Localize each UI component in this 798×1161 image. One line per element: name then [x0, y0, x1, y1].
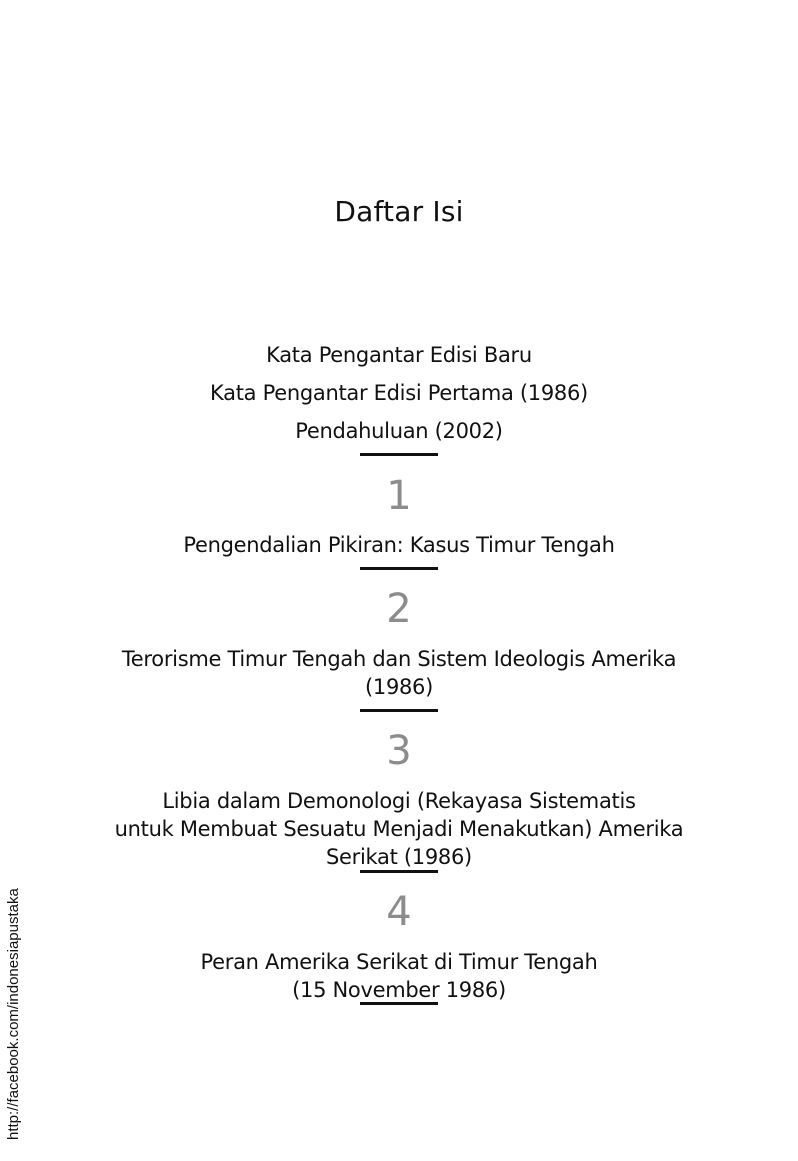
divider-rule: [360, 453, 438, 456]
toc-entry-pendahuluan: Pendahuluan (2002): [295, 419, 503, 443]
chapter-4-title-line-1: Peran Amerika Serikat di Timur Tengah: [200, 950, 598, 974]
chapter-number-2: 2: [386, 586, 412, 632]
chapter-number-3: 3: [386, 728, 412, 774]
chapter-4-title-line-2: (15 November 1986): [292, 978, 506, 1002]
side-watermark-url: http://facebook.com/indonesiapustaka: [5, 888, 22, 1140]
chapter-number-1: 1: [386, 473, 412, 519]
page-title: Daftar Isi: [334, 195, 464, 228]
divider-rule: [360, 1002, 438, 1005]
divider-rule: [360, 709, 438, 712]
toc-entry-kata-pengantar-edisi-baru: Kata Pengantar Edisi Baru: [266, 343, 532, 367]
chapter-3-title-line-2: untuk Membuat Sesuatu Menjadi Menakutkan) Amerika: [114, 817, 684, 841]
divider-rule: [360, 567, 438, 570]
chapter-2-title-line-1: Terorisme Timur Tengah dan Sistem Ideologis Amerika: [121, 647, 677, 671]
chapter-1-title: Pengendalian Pikiran: Kasus Timur Tengah: [183, 533, 615, 557]
chapter-3-title-line-1: Libia dalam Demonologi (Rekayasa Sistematis: [162, 789, 636, 813]
chapter-number-4: 4: [386, 889, 412, 935]
chapter-3-title-line-3: Serikat (1986): [326, 845, 472, 869]
divider-rule: [360, 870, 438, 873]
toc-entry-kata-pengantar-edisi-pertama: Kata Pengantar Edisi Pertama (1986): [210, 381, 588, 405]
chapter-2-title-line-2: (1986): [364, 675, 434, 699]
